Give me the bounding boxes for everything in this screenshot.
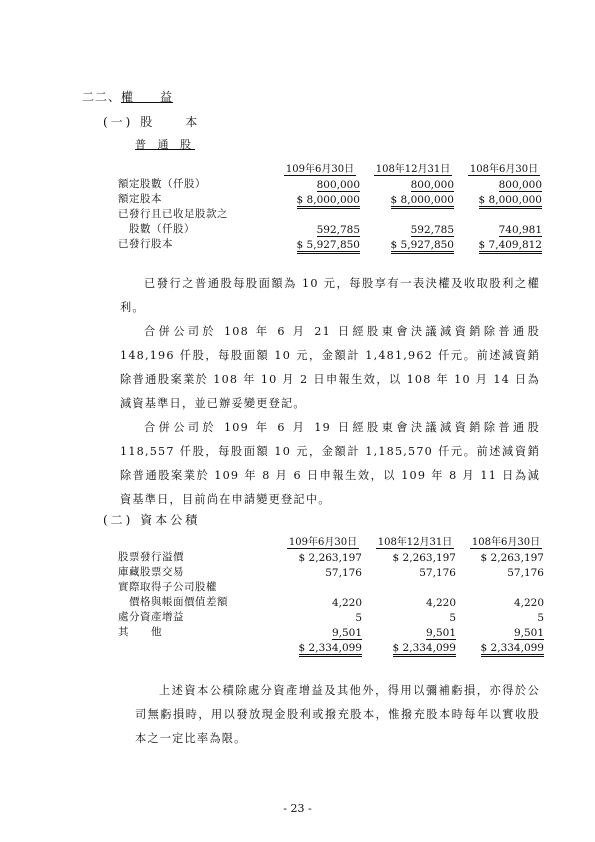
- capital-surplus-cell-value: 4,220: [513, 597, 544, 609]
- share-capital-cell-value: 740,981: [498, 224, 542, 236]
- share-capital-cell: [460, 191, 548, 206]
- capital-surplus-cell-value: $ 2,334,099: [481, 642, 544, 657]
- share-capital-cell: [460, 221, 548, 236]
- capital-surplus-row: [118, 594, 550, 609]
- capital-surplus-row-label: 實際取得子公司股權: [118, 581, 217, 593]
- capital-surplus-cell: [368, 624, 462, 639]
- capital-surplus-cell-value: 5: [537, 612, 544, 624]
- capital-surplus-row: [118, 549, 550, 564]
- capital-surplus-row: [118, 624, 550, 639]
- share-capital-table: [118, 160, 548, 251]
- subsection-2-number: (二): [103, 513, 134, 527]
- share-capital-column-header-label: 108年6月30日: [469, 164, 539, 175]
- capital-surplus-cell-value: 5: [355, 612, 362, 624]
- capital-surplus-cell-value: 57,176: [419, 567, 456, 579]
- share-capital-column-header: [460, 160, 548, 176]
- capital-surplus-cell: [278, 564, 368, 579]
- capital-surplus-cell: [368, 609, 462, 624]
- share-capital-row-label: 額定股本: [118, 193, 162, 205]
- share-capital-row-label: 額定股數（仟股）: [118, 178, 206, 190]
- share-capital-cell-value: 800,000: [410, 179, 454, 191]
- subsection-1-number: (一): [103, 115, 134, 129]
- capital-surplus-cell: [368, 579, 462, 594]
- share-capital-header-row: [118, 160, 548, 176]
- capital-surplus-cell: [368, 639, 462, 654]
- par-value-paragraph: 已發行之普通股每股面額為 10 元，每股享有一表決權及收取股利之權利。: [120, 277, 540, 314]
- share-capital-cell-value: $ 8,000,000: [479, 194, 542, 209]
- capital-surplus-header-row: [118, 533, 550, 549]
- capital-surplus-cell-value: 9,501: [331, 627, 362, 639]
- subsection-2-title: 資本公積: [140, 513, 201, 527]
- capital-surplus-row-label: 庫藏股票交易: [118, 566, 184, 578]
- capital-surplus-cell-value: 57,176: [507, 567, 544, 579]
- capital-surplus-cell: [368, 564, 462, 579]
- capital-surplus-cell-value: $ 2,334,099: [393, 642, 456, 657]
- capital-surplus-row: [118, 579, 550, 594]
- share-capital-cell-value: $ 5,927,850: [391, 239, 454, 254]
- share-capital-cell-value: $ 8,000,000: [297, 194, 360, 209]
- capital-surplus-header-blank: [118, 533, 278, 549]
- capital-surplus-cell-value: 57,176: [325, 567, 362, 579]
- capital-reduction-2019-paragraph: 合併公司於 108 年 6 月 21 日經股東會決議減資銷除普通股 148,196 仟股，每股面額 10 元，金額計 1,481,962 仟元。前述減資銷除普通股案業於 108 年 10 月 2 日申報生效，以 108 年 10 月 14 日為減資基準日，並已辦妥變更登記。: [120, 325, 540, 410]
- capital-surplus-row-label: [118, 639, 278, 654]
- capital-surplus-cell: [462, 579, 550, 594]
- share-capital-column-header: [366, 160, 460, 176]
- capital-surplus-cell: [278, 579, 368, 594]
- section-number: 二二、: [82, 90, 122, 104]
- capital-surplus-row-label: 價格與帳面價值差額: [118, 596, 228, 608]
- capital-surplus-column-header: [278, 533, 368, 549]
- capital-surplus-column-header-label: 109年6月30日: [288, 537, 358, 548]
- share-capital-cell: [460, 236, 548, 251]
- share-capital-cell: [366, 176, 460, 191]
- share-capital-row: [118, 176, 548, 191]
- share-capital-cell-value: 800,000: [498, 179, 542, 191]
- capital-surplus-cell: [278, 594, 368, 609]
- capital-surplus-cell: [462, 564, 550, 579]
- capital-surplus-cell: [368, 549, 462, 564]
- capital-surplus-row: [118, 639, 550, 654]
- share-capital-cell-value: 592,785: [410, 224, 454, 236]
- subsection-1-heading: [103, 113, 200, 130]
- capital-surplus-column-header: [368, 533, 462, 549]
- share-capital-header-blank: [118, 160, 274, 176]
- subsection-1-title: 股 本: [140, 115, 201, 129]
- capital-surplus-paragraph: 上述資本公積除處分資產增益及其他外，得用以彌補虧損，亦得於公司無虧損時，用以發放現金股利或撥充股本，惟撥充股本時每年以實收股本之一定比率為限。: [135, 684, 540, 745]
- capital-surplus-cell: [462, 639, 550, 654]
- capital-surplus-cell: [368, 594, 462, 609]
- share-capital-cell-value: 592,785: [316, 224, 360, 236]
- share-capital-row: [118, 221, 548, 236]
- capital-surplus-cell-value: 4,220: [425, 597, 456, 609]
- capital-reduction-2020-paragraph: 合併公司於 109 年 6 月 19 日經股東會決議減資銷除普通股 118,557 仟股，每股面額 10 元，金額計 1,185,570 仟元。前述減資銷除普通股案業於 109 年 8 月 6 日申報生效，以 109 年 8 月 11 日為減資基準日，目前尚在申請變更登記中。: [120, 421, 540, 506]
- capital-surplus-cell: [278, 639, 368, 654]
- capital-surplus-column-header: [462, 533, 550, 549]
- share-capital-cell-value: $ 7,409,812: [479, 239, 542, 254]
- capital-surplus-row-label: 股票發行溢價: [118, 551, 184, 563]
- share-capital-cell: [366, 236, 460, 251]
- capital-surplus-row-label: 處分資產增益: [118, 611, 184, 623]
- share-capital-cell-value: $ 5,927,850: [297, 239, 360, 254]
- capital-surplus-row: [118, 564, 550, 579]
- capital-surplus-cell: [278, 609, 368, 624]
- capital-surplus-cell-value: 5: [449, 612, 456, 624]
- share-capital-column-header-label: 108年12月31日: [375, 164, 451, 175]
- capital-surplus-cell: [278, 624, 368, 639]
- share-capital-cell-value: $ 8,000,000: [391, 194, 454, 209]
- capital-surplus-cell-value: $ 2,263,197: [392, 552, 456, 564]
- capital-surplus-table: [118, 533, 550, 654]
- subsection-2-heading: [103, 511, 200, 528]
- capital-surplus-cell-value: $ 2,263,197: [480, 552, 544, 564]
- capital-surplus-row-label: 其 他: [118, 626, 162, 638]
- capital-surplus-cell: [462, 594, 550, 609]
- share-capital-cell: [460, 176, 548, 191]
- capital-surplus-row: [118, 609, 550, 624]
- share-capital-cell: [274, 176, 366, 191]
- capital-surplus-cell: [278, 549, 368, 564]
- share-capital-row: [118, 236, 548, 251]
- common-stock-label: 普 通 股: [135, 138, 195, 151]
- share-capital-column-header: [274, 160, 366, 176]
- capital-surplus-cell-value: 9,501: [513, 627, 544, 639]
- share-capital-cell: [274, 236, 366, 251]
- capital-surplus-cell: [462, 609, 550, 624]
- page-number: - 23 -: [283, 802, 312, 815]
- capital-surplus-cell-value: $ 2,263,197: [298, 552, 362, 564]
- share-capital-cell: [274, 221, 366, 236]
- share-capital-row-label: 已發行股本: [118, 238, 173, 250]
- share-capital-cell: [274, 191, 366, 206]
- share-capital-row-label: 已發行且已收足股款之: [118, 208, 228, 220]
- capital-surplus-cell-value: $ 2,334,099: [299, 642, 362, 657]
- capital-surplus-cell-value: 4,220: [331, 597, 362, 609]
- section-heading: [82, 88, 173, 105]
- capital-surplus-cell: [462, 549, 550, 564]
- share-capital-cell: [366, 191, 460, 206]
- share-capital-row-label: 股數（仟股）: [118, 223, 195, 235]
- section-title: 權 益: [121, 90, 174, 104]
- capital-surplus-column-header-label: 108年6月30日: [471, 537, 541, 548]
- capital-surplus-cell: [462, 624, 550, 639]
- share-capital-cell-value: 800,000: [316, 179, 360, 191]
- share-capital-column-header-label: 109年6月30日: [285, 164, 355, 175]
- share-capital-cell: [366, 221, 460, 236]
- share-capital-row: [118, 191, 548, 206]
- capital-surplus-cell-value: 9,501: [425, 627, 456, 639]
- capital-surplus-column-header-label: 108年12月31日: [377, 537, 453, 548]
